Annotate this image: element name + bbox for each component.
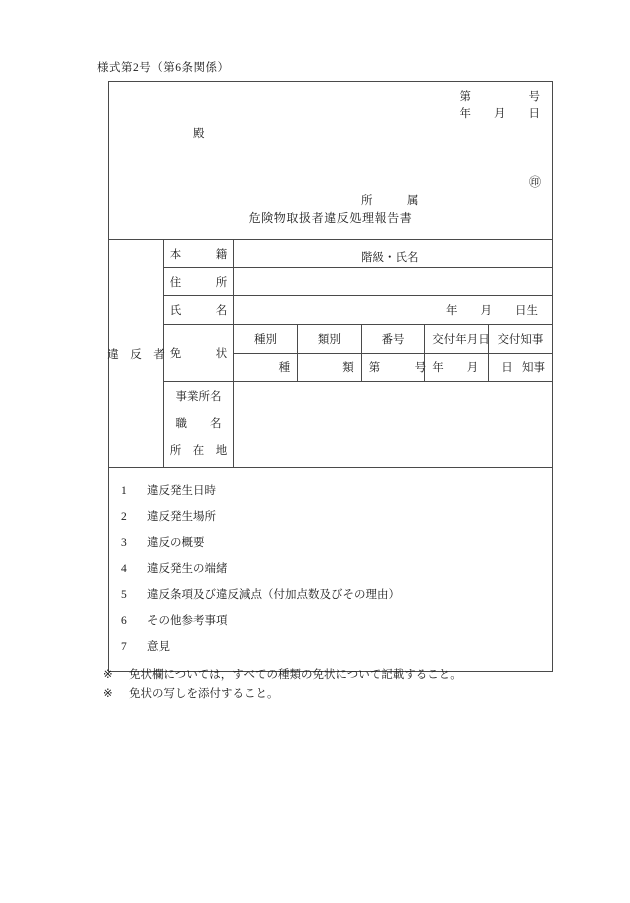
report-form-table [108, 81, 553, 672]
license-header-class: 類別 [298, 325, 362, 353]
list-item[interactable] [109, 478, 552, 504]
office-address-label: 所 在 地 [169, 445, 228, 457]
note-mark-icon: ※ [103, 688, 113, 700]
report-items-list [109, 468, 552, 671]
jusho-value[interactable] [234, 268, 552, 295]
license-header-number: 番号 [361, 325, 425, 353]
item-label: 違反の概要 [147, 537, 205, 549]
item-label: その他参考事項 [147, 615, 228, 627]
list-item[interactable] [109, 556, 552, 582]
jusho-label: 住 所 [164, 268, 234, 295]
violator-section [109, 240, 552, 468]
menjo-label: 免 状 [164, 325, 234, 381]
document-number-field: 第 号 [459, 91, 540, 103]
shimei-label: 氏 名 [164, 296, 234, 324]
license-value-row [234, 353, 552, 381]
note-text: 免状欄については，すべての種類の免状について記載すること。 [129, 669, 462, 681]
seal-stamp-icon: ㊞ [529, 175, 542, 189]
item-label: 違反発生日時 [147, 485, 216, 497]
rank-name-label: 階級・氏名 [361, 252, 419, 264]
license-value-issue-date[interactable]: 年 月 日 [425, 353, 489, 381]
document-date-field: 年 月 日 [459, 108, 540, 120]
license-value-class[interactable]: 類 [298, 353, 362, 381]
note-mark-icon: ※ [103, 669, 113, 681]
item-label: 違反発生の端緒 [147, 563, 228, 575]
item-number: 7 [121, 641, 127, 653]
page-title: 危険物取扱者違反処理報告書 [248, 211, 413, 225]
license-header-type: 種別 [234, 325, 298, 353]
workplace-value[interactable] [234, 382, 552, 467]
footnote [103, 666, 462, 685]
table-row [164, 382, 552, 467]
list-item[interactable] [109, 608, 552, 634]
footnotes [103, 666, 462, 704]
item-number: 3 [121, 537, 127, 549]
list-item[interactable] [109, 634, 552, 660]
license-header-row [234, 325, 552, 353]
license-header-issuing-governor: 交付知事 [488, 325, 552, 353]
addressee-field: 殿 [193, 128, 205, 140]
shimei-value[interactable] [234, 296, 552, 324]
license-header-issue-date: 交付年月日 [425, 325, 489, 353]
license-table [234, 325, 552, 381]
office-name-label: 事業所名 [175, 391, 222, 403]
item-number: 2 [121, 511, 127, 523]
violator-section-label: 違 反 者 [109, 240, 164, 467]
table-row [164, 268, 552, 296]
item-number: 4 [121, 563, 127, 575]
item-label: 意見 [147, 641, 170, 653]
item-label: 違反条項及び違反減点（付加点数及びその理由） [147, 589, 400, 601]
list-item[interactable] [109, 530, 552, 556]
workplace-labels [164, 382, 234, 467]
table-row [164, 240, 552, 268]
birth-date-label: 年 月 日生 [446, 305, 538, 317]
list-item[interactable] [109, 504, 552, 530]
affiliation-label: 所 属 [361, 195, 419, 207]
item-number: 5 [121, 589, 127, 601]
table-row [164, 296, 552, 325]
item-number: 6 [121, 615, 127, 627]
footnote [103, 685, 462, 704]
item-number: 1 [121, 485, 127, 497]
form-number: 様式第2号（第6条関係） [97, 62, 230, 74]
job-title-label: 職 名 [175, 418, 222, 430]
license-value-issuing-governor[interactable]: 知事 [522, 362, 545, 375]
list-item[interactable] [109, 582, 552, 608]
license-value-number[interactable]: 第 号 [361, 353, 425, 381]
honseki-label: 本 籍 [164, 240, 234, 267]
item-label: 違反発生場所 [147, 511, 216, 523]
honseki-value[interactable] [234, 240, 552, 267]
note-text: 免状の写しを添付すること。 [129, 688, 279, 700]
violator-rows [164, 240, 552, 467]
license-value-type[interactable]: 種 [234, 353, 298, 381]
license-subtable-cell [234, 325, 552, 381]
table-row [164, 325, 552, 382]
